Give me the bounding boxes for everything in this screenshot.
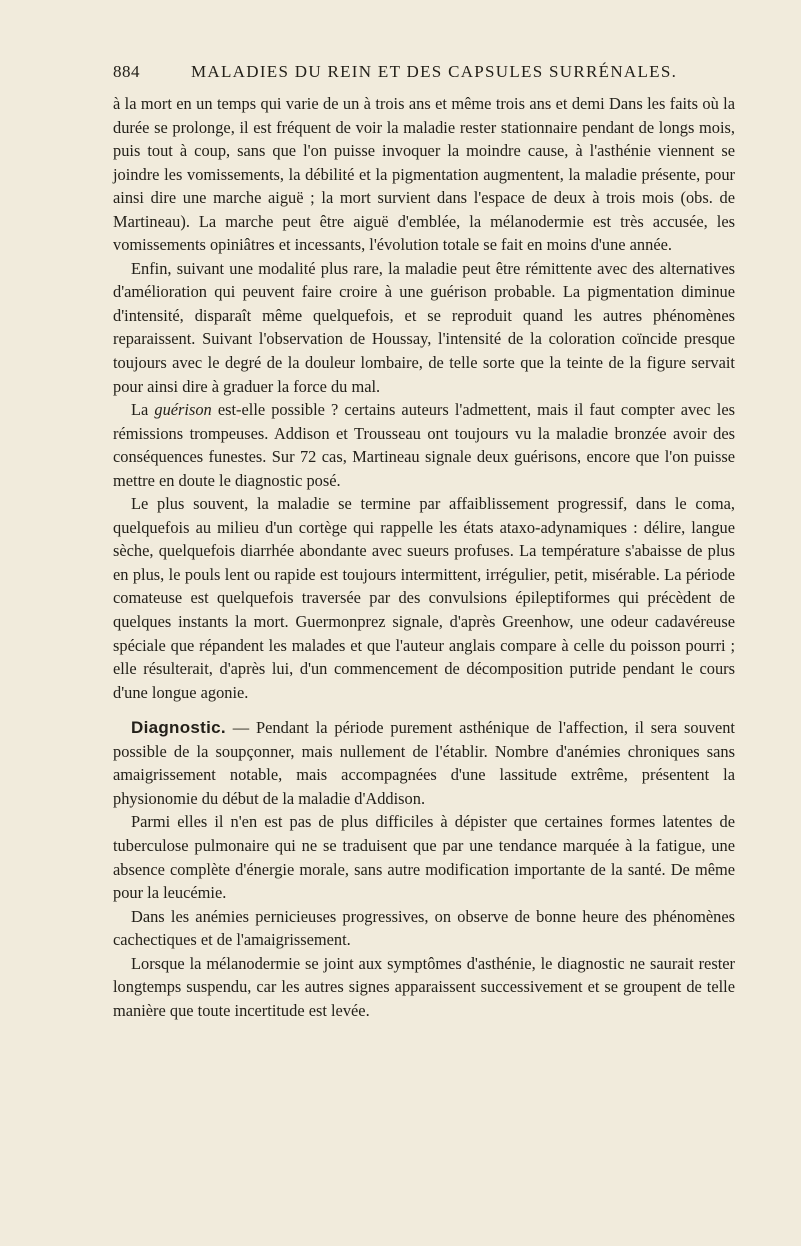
section-diagnostic [113, 716, 735, 810]
paragraph-melanodermia: Lorsque la mélanodermie se joint aux symptômes d'asthénie, le diagnostic ne saurait rester longtemps suspendu, car les autres signes apparaissent successivement et se groupent de telle manière que toute incertitude est levée. [113, 953, 735, 1020]
running-head [113, 62, 735, 92]
paragraph-remittent-form: Enfin, suivant une modalité plus rare, la maladie peut être rémittente avec des alternatives d'amélioration qui peuvent faire croire à une guérison probable. La pigmentation diminue d'intensité, disparaît même quelquefois, et se reproduit quand les autres phénomènes reparaissent. Suivant l'observation de Houssay, l'intensité de la coloration coïncide presque toujours avec le degré de la douleur lombaire, de telle sorte que la teinte de la figure servait pour ainsi dire à graduer la force du mal. [113, 258, 735, 396]
paragraph-rest: est-elle possible ? certains auteurs l'admettent, mais il faut compter avec les rémissions trompeuses. Addison et Trousseau ont toujours vu la maladie bronzée avoir des conséquences funestes. Sur 72 cas, Martineau signale deux guérisons, encore que l'on puisse mettre en doute le diagnostic posé. [113, 400, 736, 490]
italic-term-guerison: guérison [154, 400, 212, 420]
paragraph-continuation: à la mort en un temps qui varie de un à trois ans et même trois ans et demi Dans les faits où la durée se prolonge, il est fréquent de voir la maladie rester stationnaire pendant de longs mois, puis tout à coup, sans que l'on puisse invoquer la moindre cause, à l'asthénie viennent se joindre les vomissements, la débilité et la pigmentation augmentent, la maladie présente, pour ainsi dire une marche aiguë ; la mort survient dans l'espace de deux à trois mois (obs. de Martineau). La marche peut être aiguë d'emblée, la mélanodermie est très accusée, les vomissements opiniâtres et incessants, l'évolution totale se fait en moins d'une année. [113, 94, 735, 255]
section-intro: — Pendant la période purement asthénique de l'affection, il sera souvent possible de la soupçonner, mais nullement de l'établir. Nombre d'anémies chroniques sans amaigrissement notable, mais accompagnées d'une lassitude extrême, présentent la physionomie du début de la maladie d'Addison. [113, 718, 735, 808]
chapter-title: MALADIES DU REIN ET DES CAPSULES SURRÉNALES. [191, 62, 678, 81]
paragraph-lead: La [131, 400, 155, 420]
paragraph-tuberculosis: Parmi elles il n'en est pas de plus difficiles à dépister que certaines formes latentes de tuberculose pulmonaire qui ne se traduisent que par une tendance marquée à la fatigue, une absence complète d'énergie morale, sans autre modification importante de la santé. De même pour la leucémie. [113, 812, 735, 903]
paragraph-termination: Le plus souvent, la maladie se termine par affaiblissement progressif, dans le coma, quelquefois au milieu d'un cortège qui rappelle les états ataxo-adynamiques : délire, langue sèche, quelquefois diarrhée abondante avec sueurs profuses. La température s'abaisse de plus en plus, le pouls lent ou rapide est toujours intermittent, irrégulier, petit, misérable. La période comateuse est quelquefois traversée par des convulsions épileptiformes qui précèdent de quelques instants la mort. Guermonprez signale, d'après Greenhow, une odeur cadavéreuse spéciale que répandent les malades et que l'auteur anglais compare à celle du poisson pourri ; elle résulterait, d'après lui, d'un commencement de décomposition putride pendant le cours d'une longue agonie. [113, 494, 735, 702]
paragraph-guerison [113, 398, 735, 492]
section-title: Diagnostic. [131, 718, 226, 738]
page-number: 884 [113, 62, 140, 81]
paragraph-pernicious-anemia: Dans les anémies pernicieuses progressives, on observe de bonne heure des phénomènes cachectiques et de l'amaigrissement. [113, 906, 735, 950]
book-page [113, 62, 735, 1022]
body-text [113, 92, 735, 1022]
